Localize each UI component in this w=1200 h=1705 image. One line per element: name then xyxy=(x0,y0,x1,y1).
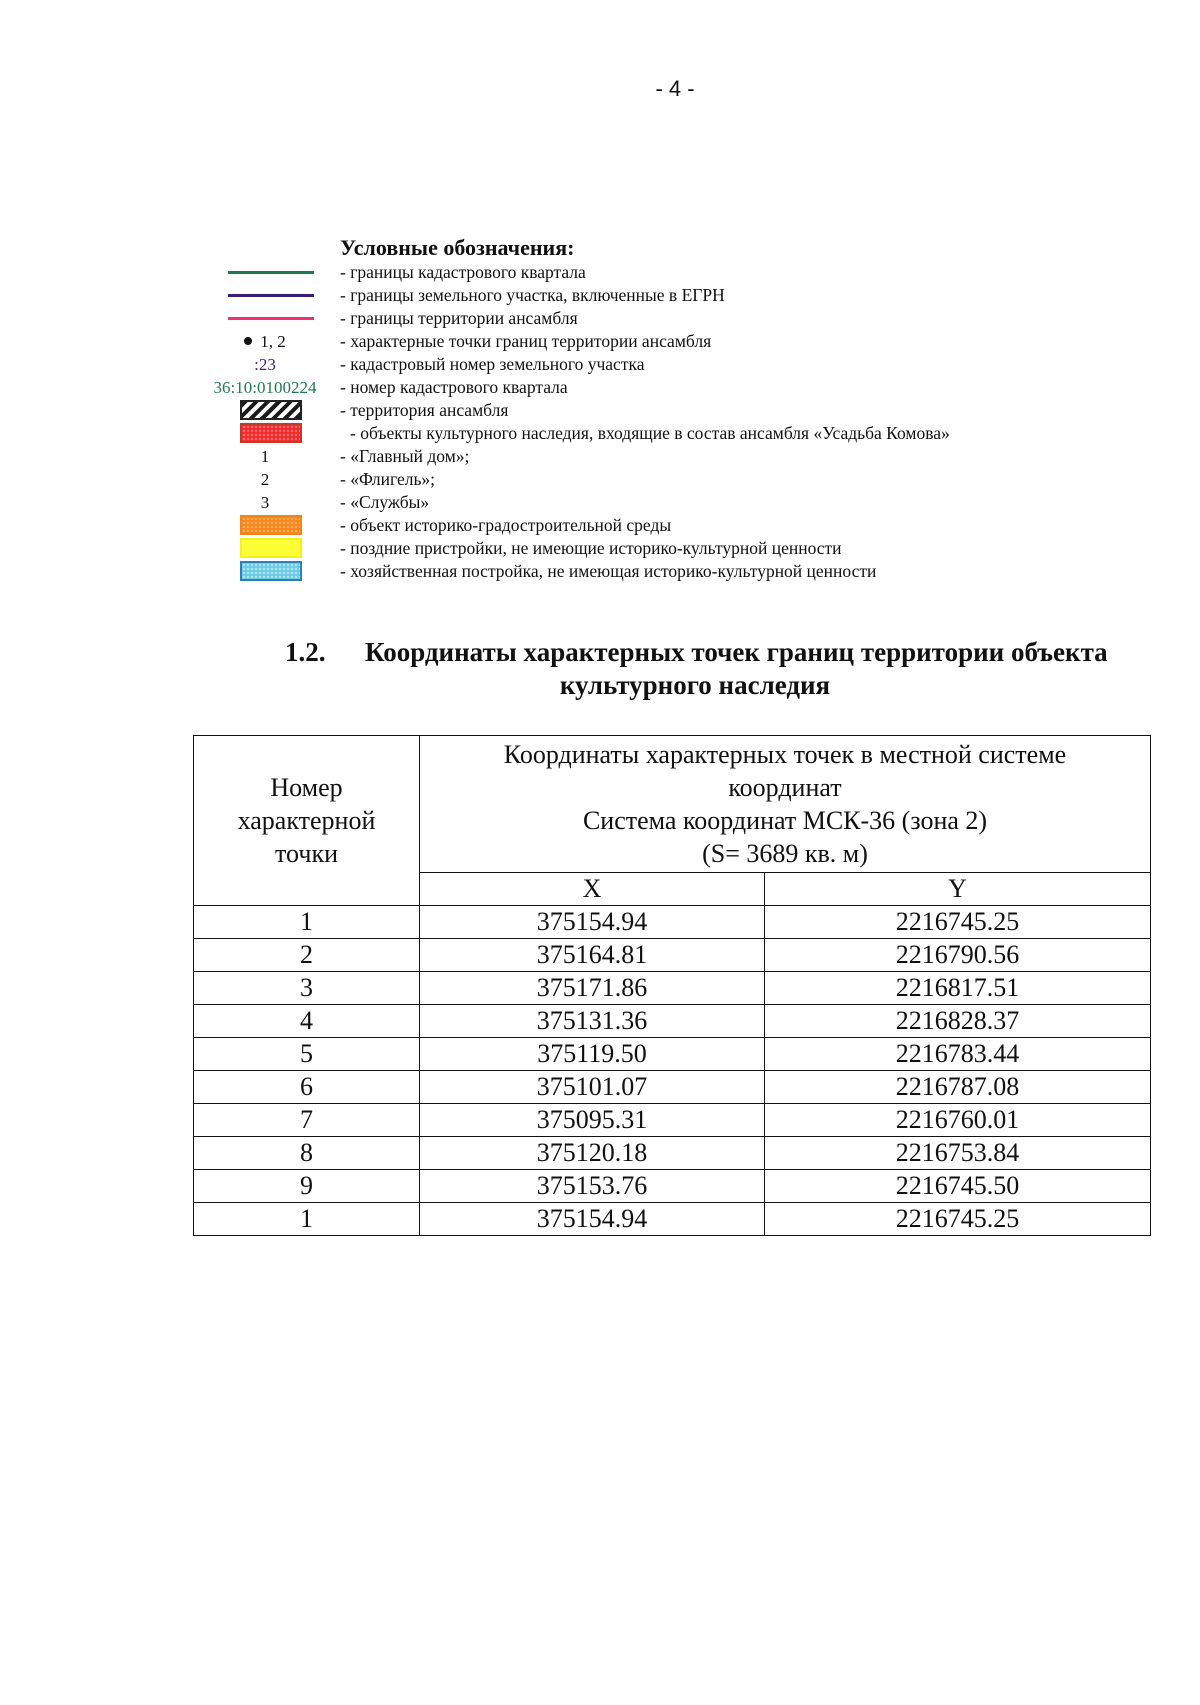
table-row xyxy=(194,1203,1151,1236)
point-number-cell: 4 xyxy=(194,1005,420,1038)
section-title-line-2: культурного наследия xyxy=(559,670,831,700)
y-cell: 2216745.25 xyxy=(765,906,1151,939)
x-cell: 375153.76 xyxy=(420,1170,765,1203)
legend-item-text: - характерные точки границ территории ансамбля xyxy=(340,331,712,351)
cadastral-quarter-line-symbol xyxy=(228,271,314,274)
table-row xyxy=(194,1005,1151,1038)
page-number: - 4 - xyxy=(655,76,695,101)
legend-item xyxy=(0,445,1200,468)
header-line: характерной xyxy=(237,806,376,835)
legend-item xyxy=(0,422,1200,445)
x-cell: 375171.86 xyxy=(420,972,765,1005)
yellow-swatch-icon xyxy=(240,538,302,558)
table-row xyxy=(194,1038,1151,1071)
x-cell: 375131.36 xyxy=(420,1005,765,1038)
legend-item xyxy=(0,284,1200,307)
section-title-line-1: Координаты характерных точек границ территории объекта xyxy=(365,637,1108,667)
y-cell: 2216817.51 xyxy=(765,972,1151,1005)
x-cell: 375095.31 xyxy=(420,1104,765,1137)
legend-item xyxy=(0,353,1200,376)
legend-item-text: - кадастровый номер земельного участка xyxy=(340,354,645,374)
y-cell: 2216787.08 xyxy=(765,1071,1151,1104)
red-swatch-icon xyxy=(240,423,302,443)
header-x: X xyxy=(420,873,765,906)
legend-item-text: - поздние пристройки, не имеющие историко-культурной ценности xyxy=(340,538,842,558)
legend-item xyxy=(0,261,1200,284)
point-number-cell: 5 xyxy=(194,1038,420,1071)
legend-item-text: - объекты культурного наследия, входящие в состав ансамбля «Усадьба Комова» xyxy=(350,423,950,443)
y-cell: 2216760.01 xyxy=(765,1104,1151,1137)
legend-item xyxy=(0,330,1200,353)
legend-item-text: - «Службы» xyxy=(340,492,430,512)
legend-item xyxy=(0,376,1200,399)
point-number-cell: 1 xyxy=(194,906,420,939)
y-cell: 2216783.44 xyxy=(765,1038,1151,1071)
header-line: Координаты характерных точек в местной системе xyxy=(503,740,1067,769)
legend-item-text: - объект историко-градостроительной среды xyxy=(340,515,672,535)
x-cell: 375120.18 xyxy=(420,1137,765,1170)
point-number-cell: 3 xyxy=(194,972,420,1005)
legend-item-text: - хозяйственная постройка, не имеющая историко-культурной ценности xyxy=(340,561,877,581)
table-row xyxy=(194,972,1151,1005)
table-row xyxy=(194,1170,1151,1203)
header-coordinate-system xyxy=(420,736,1151,873)
coordinates-table xyxy=(193,735,1151,1236)
object-number-symbol: 2 xyxy=(260,470,270,489)
land-plot-line-symbol xyxy=(228,294,314,297)
header-line: Номер xyxy=(270,773,343,802)
legend-item xyxy=(0,560,1200,583)
table-row xyxy=(194,1071,1151,1104)
point-label: 1, 2 xyxy=(260,332,286,351)
table-row xyxy=(194,1104,1151,1137)
x-cell: 375154.94 xyxy=(420,906,765,939)
y-cell: 2216753.84 xyxy=(765,1137,1151,1170)
header-line: точки xyxy=(275,839,338,868)
legend-item xyxy=(0,537,1200,560)
section-heading xyxy=(270,636,1150,702)
y-cell: 2216745.25 xyxy=(765,1203,1151,1236)
point-number-cell: 8 xyxy=(194,1137,420,1170)
legend-item-text: - «Флигель»; xyxy=(340,469,436,489)
table-row xyxy=(194,906,1151,939)
x-cell: 375164.81 xyxy=(420,939,765,972)
point-number-cell: 2 xyxy=(194,939,420,972)
point-dot-icon xyxy=(244,337,252,345)
ensemble-boundary-line-symbol xyxy=(228,317,314,320)
point-number-cell: 7 xyxy=(194,1104,420,1137)
header-point-number xyxy=(194,736,420,906)
point-symbol xyxy=(190,330,340,353)
legend-item xyxy=(0,491,1200,514)
legend-item xyxy=(0,514,1200,537)
header-line: Система координат МСК-36 (зона 2) xyxy=(582,806,988,835)
y-cell: 2216790.56 xyxy=(765,939,1151,972)
blue-swatch-icon xyxy=(240,561,302,581)
orange-swatch-icon xyxy=(240,515,302,535)
legend-item xyxy=(0,468,1200,491)
point-number-cell: 9 xyxy=(194,1170,420,1203)
y-cell: 2216828.37 xyxy=(765,1005,1151,1038)
header-y: Y xyxy=(765,873,1151,906)
x-cell: 375101.07 xyxy=(420,1071,765,1104)
legend-item xyxy=(0,399,1200,422)
object-number-symbol: 1 xyxy=(260,447,270,466)
object-number-symbol: 3 xyxy=(260,493,270,512)
point-number-cell: 6 xyxy=(194,1071,420,1104)
legend-item xyxy=(0,307,1200,330)
table-row xyxy=(194,939,1151,972)
point-number-cell: 1 xyxy=(194,1203,420,1236)
plot-number-symbol: :23 xyxy=(254,355,276,374)
quarter-number-symbol: 36:10:0100224 xyxy=(213,378,317,397)
header-line: координат xyxy=(728,773,842,802)
hatch-swatch-icon xyxy=(240,400,302,420)
legend-item-text: - границы территории ансамбля xyxy=(340,308,578,328)
section-number: 1.2. xyxy=(285,637,326,667)
legend-item-text: - номер кадастрового квартала xyxy=(340,377,568,397)
legend-item-text: - границы земельного участка, включенные в ЕГРН xyxy=(340,285,725,305)
legend-item-text: - территория ансамбля xyxy=(340,400,509,420)
table-row xyxy=(194,1137,1151,1170)
legend-item-text: - «Главный дом»; xyxy=(340,446,470,466)
x-cell: 375154.94 xyxy=(420,1203,765,1236)
x-cell: 375119.50 xyxy=(420,1038,765,1071)
header-line: (S= 3689 кв. м) xyxy=(702,839,868,868)
legend-item-text: - границы кадастрового квартала xyxy=(340,262,586,282)
y-cell: 2216745.50 xyxy=(765,1170,1151,1203)
legend-title: Условные обозначения: xyxy=(340,235,575,260)
